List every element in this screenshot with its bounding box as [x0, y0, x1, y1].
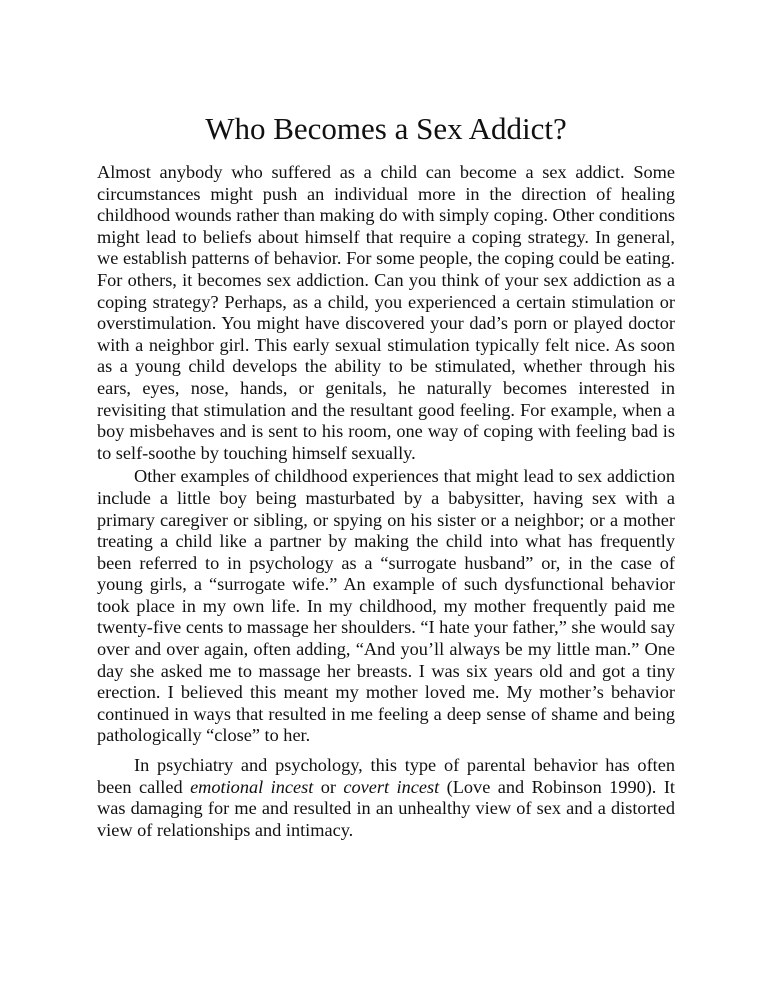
paragraph-3: [97, 755, 675, 841]
paragraph-1: Almost anybody who suffered as a child can become a sex addict. Some circumstances might push an individual more in the direction of healing childhood wounds rather than making do with simply coping. Other conditions might lead to beliefs about himself that require a coping strategy. In general, we establish patterns of behavior. For some people, the coping could be eating. For others, it becomes sex addiction. Can you think of your sex addiction as a coping strategy? Perhaps, as a child, you experienced a certain stimulation or overstimulation. You might have discovered your dad’s porn or played doctor with a neighbor girl. This early sexual stimulation typically felt nice. As soon as a young child develops the ability to be stimulated, whether through his ears, eyes, nose, hands, or genitals, he naturally becomes interested in revisiting that stimulation and the resultant good feeling. For example, when a boy misbehaves and is sent to his room, one way of coping with feeling bad is to self-soothe by touching himself sexually.: [97, 162, 675, 463]
term-emotional-incest: emotional incest: [190, 776, 314, 797]
page-title: Who Becomes a Sex Addict?: [205, 111, 567, 146]
term-covert-incest: covert incest: [343, 776, 440, 797]
paragraph-3-text-2: or: [313, 776, 344, 797]
body-text: [97, 162, 675, 841]
document-page: [97, 0, 675, 841]
paragraph-3-text-3: (Love and Robinson 1990). It was damaging for me and resulted in an unhealthy view of sex and a distorted view of relationships and intimacy.: [97, 776, 676, 840]
paragraph-3-text-1: In psychiatry and psychology, this type of parental behavior has often been called: [97, 755, 675, 797]
paragraph-2: Other examples of childhood experiences that might lead to sex addiction include a little boy being masturbated by a babysitter, having sex with a primary caregiver or sibling, or spying on his sister or a neighbor; or a mother treating a child like a partner by making the child into what has frequently been referred to in psychology as a “surrogate husband” or, in the case of young girls, a “surrogate wife.” An example of such dysfunctional behavior took place in my own life. In my childhood, my mother frequently paid me twenty-five cents to massage her shoulders. “I hate your father,” she would say over and over again, often adding, “And you’ll always be my little man.” One day she asked me to massage her breasts. I was six years old and got a tiny erection. I believed this meant my mother loved me. My mother’s behavior continued in ways that resulted in me feeling a deep sense of shame and being pathologically “close” to her.: [97, 466, 675, 746]
